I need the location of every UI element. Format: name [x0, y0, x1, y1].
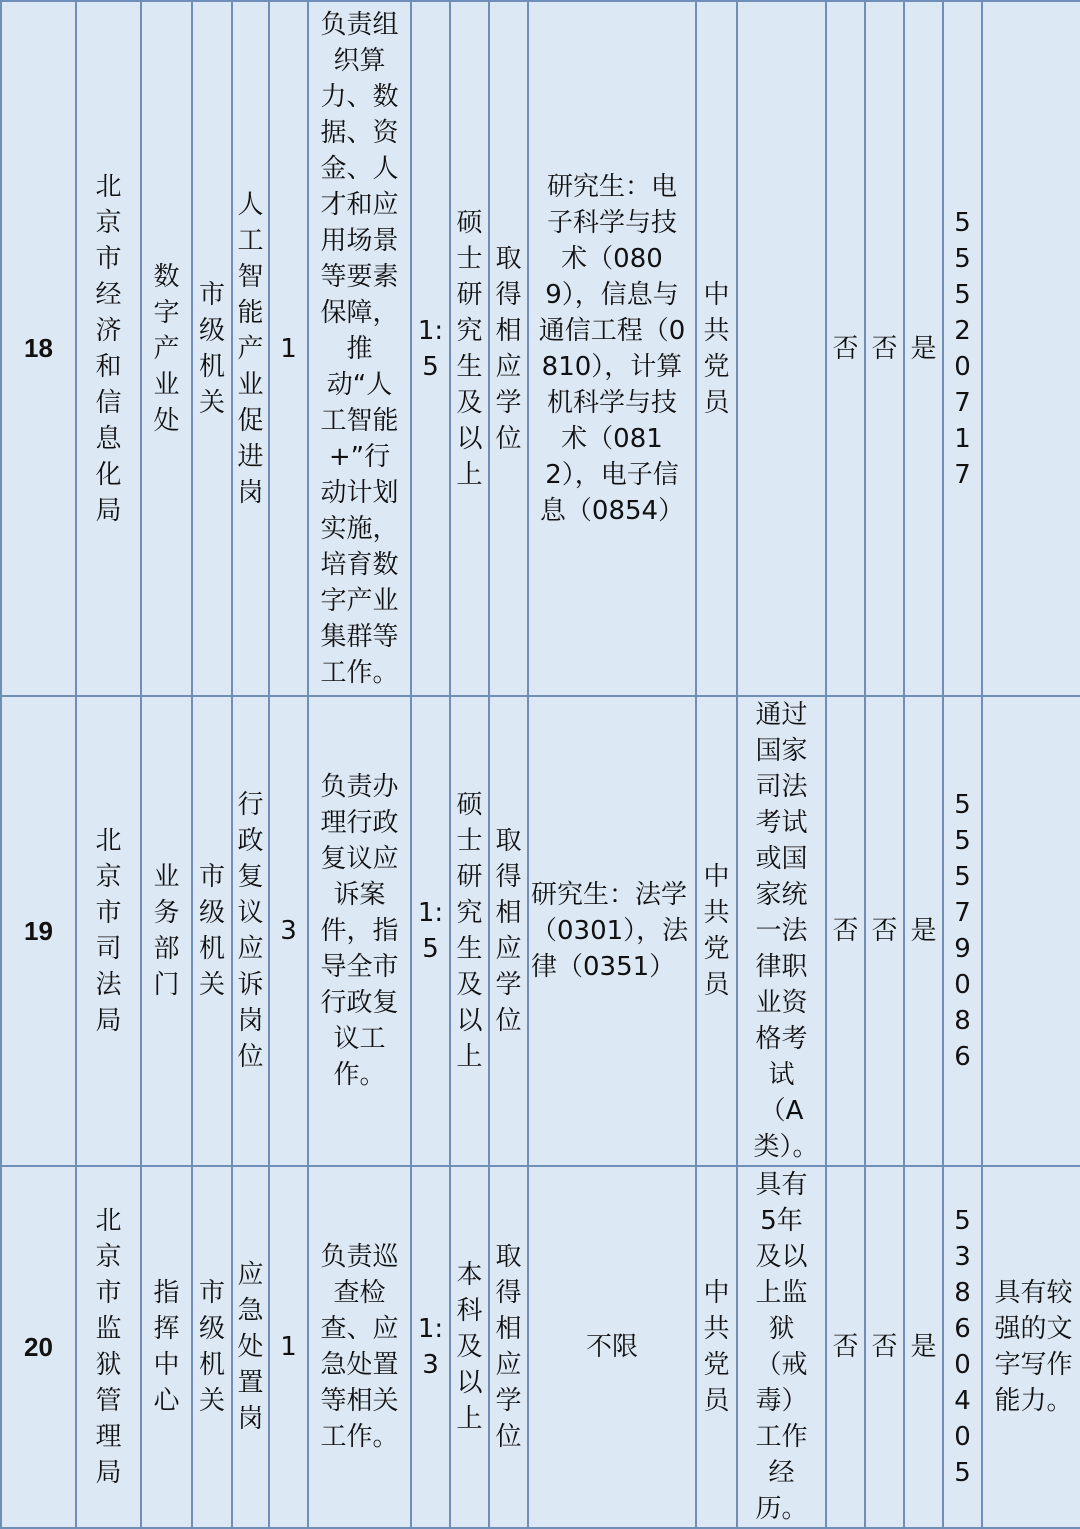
- politics-text: 中共党员: [703, 279, 730, 418]
- remark-cell: [982, 1, 1080, 696]
- department-text: 北京市经济和信息化局: [95, 171, 122, 526]
- major-cell: [528, 696, 696, 1166]
- remark-cell: [982, 696, 1080, 1166]
- level-text: 市级机关: [198, 1278, 225, 1416]
- politics-text: 中共党员: [703, 862, 730, 1000]
- phone-cell: [943, 1166, 982, 1528]
- flag3-cell: [904, 696, 943, 1166]
- flag3-text: 是: [910, 916, 937, 946]
- row-index: [1, 696, 76, 1166]
- department-text: 北京市监狱管理局: [95, 1206, 122, 1488]
- flag3-text: 是: [910, 1332, 937, 1362]
- department-cell: [76, 696, 141, 1166]
- other-requirement-cell: [737, 1, 826, 696]
- division-cell: [141, 696, 192, 1166]
- degree-text: 取得相应学位: [495, 826, 522, 1036]
- division-text: 业务部门: [153, 862, 180, 1000]
- major-text: 不限: [585, 1332, 638, 1362]
- row-index: [1, 1, 76, 696]
- phone-text: 55520717: [954, 207, 971, 490]
- duties-text: 负责办理行政复议应诉案件，指导全市行政复议工作。: [320, 772, 399, 1090]
- flag3-cell: [904, 1166, 943, 1528]
- education-cell: [450, 1166, 489, 1528]
- department-text: 北京市司法局: [95, 826, 122, 1036]
- flag2-text: 否: [871, 333, 898, 364]
- flag1-text: 否: [832, 1332, 859, 1362]
- duties-cell: [308, 696, 411, 1166]
- table-row: [1, 1166, 1080, 1528]
- table-row: [1, 1, 1080, 696]
- remark-text: 具有较强的文字写作能力。: [994, 1278, 1073, 1416]
- major-cell: [528, 1, 696, 696]
- duties-cell: [308, 1, 411, 696]
- phone-cell: [943, 696, 982, 1166]
- education-cell: [450, 1, 489, 696]
- division-cell: [141, 1166, 192, 1528]
- ratio-text: 1:5: [417, 315, 444, 382]
- position-cell: [232, 696, 269, 1166]
- other-requirement-text: 具有5年及以上监狱（戒毒）工作经历。: [755, 1170, 808, 1524]
- other-requirement-text: 通过国家司法考试或国家统一法律职业资格考试（A类）。: [753, 700, 819, 1162]
- flag1-cell: [826, 696, 865, 1166]
- position-text: 应急处置岗: [237, 1260, 264, 1434]
- flag1-cell: [826, 1166, 865, 1528]
- phone-text: 55579086: [954, 790, 971, 1072]
- education-text: 本科及以上: [456, 1260, 483, 1434]
- level-cell: [192, 696, 232, 1166]
- politics-cell: [696, 696, 737, 1166]
- ratio-text: 1:3: [417, 1314, 444, 1380]
- remark-cell: [982, 1166, 1080, 1528]
- level-text: 市级机关: [198, 279, 225, 418]
- row-index-text: 20: [24, 1331, 53, 1362]
- ratio-text: 1:5: [417, 898, 444, 964]
- flag2-cell: [865, 696, 904, 1166]
- flag2-text: 否: [871, 916, 898, 946]
- politics-text: 中共党员: [703, 1278, 730, 1416]
- department-cell: [76, 1166, 141, 1528]
- phone-text: 53860405: [954, 1206, 971, 1488]
- flag2-cell: [865, 1166, 904, 1528]
- education-cell: [450, 696, 489, 1166]
- count-cell: [269, 1, 308, 696]
- duties-text: 负责组织算力、数据、资金、人才和应用场景等要素保障，推动“人工智能+”行动计划实施，培育数字产业集群等工作。: [320, 9, 399, 688]
- count-text: 3: [280, 916, 297, 946]
- row-index-text: 19: [24, 915, 53, 946]
- position-cell: [232, 1166, 269, 1528]
- major-cell: [528, 1166, 696, 1528]
- ratio-cell: [411, 696, 450, 1166]
- phone-cell: [943, 1, 982, 696]
- flag2-cell: [865, 1, 904, 696]
- division-text: 数字产业处: [153, 261, 180, 436]
- ratio-cell: [411, 1, 450, 696]
- count-text: 1: [280, 333, 297, 364]
- position-text: 行政复议应诉岗位: [237, 790, 264, 1072]
- education-text: 硕士研究生及以上: [456, 207, 483, 490]
- level-cell: [192, 1166, 232, 1528]
- degree-cell: [489, 1, 528, 696]
- division-text: 指挥中心: [153, 1278, 180, 1416]
- count-cell: [269, 696, 308, 1166]
- count-cell: [269, 1166, 308, 1528]
- education-text: 硕士研究生及以上: [456, 790, 483, 1072]
- flag3-text: 是: [910, 333, 937, 364]
- flag1-cell: [826, 1, 865, 696]
- ratio-cell: [411, 1166, 450, 1528]
- politics-cell: [696, 1, 737, 696]
- flag3-cell: [904, 1, 943, 696]
- row-index: [1, 1166, 76, 1528]
- division-cell: [141, 1, 192, 696]
- row-index-text: 18: [24, 333, 53, 363]
- flag1-text: 否: [832, 333, 859, 364]
- position-text: 人工智能产业促进岗: [237, 189, 264, 508]
- degree-cell: [489, 1166, 528, 1528]
- flag1-text: 否: [832, 916, 859, 946]
- table-row: [1, 696, 1080, 1166]
- duties-cell: [308, 1166, 411, 1528]
- count-text: 1: [280, 1332, 297, 1362]
- flag2-text: 否: [871, 1332, 898, 1362]
- duties-text: 负责巡查检查、应急处置等相关工作。: [320, 1242, 399, 1452]
- department-cell: [76, 1, 141, 696]
- other-requirement-cell: [737, 1166, 826, 1528]
- major-text: 研究生：法学（0301），法律（0351）: [531, 880, 689, 982]
- level-text: 市级机关: [198, 862, 225, 1000]
- degree-text: 取得相应学位: [495, 1242, 522, 1452]
- position-cell: [232, 1, 269, 696]
- politics-cell: [696, 1166, 737, 1528]
- level-cell: [192, 1, 232, 696]
- other-requirement-cell: [737, 696, 826, 1166]
- major-text: 研究生：电子科学与技术（0809），信息与通信工程（0810），计算机科学与技术（0812），电子信息（0854）: [538, 171, 686, 526]
- degree-cell: [489, 696, 528, 1166]
- degree-text: 取得相应学位: [495, 243, 522, 454]
